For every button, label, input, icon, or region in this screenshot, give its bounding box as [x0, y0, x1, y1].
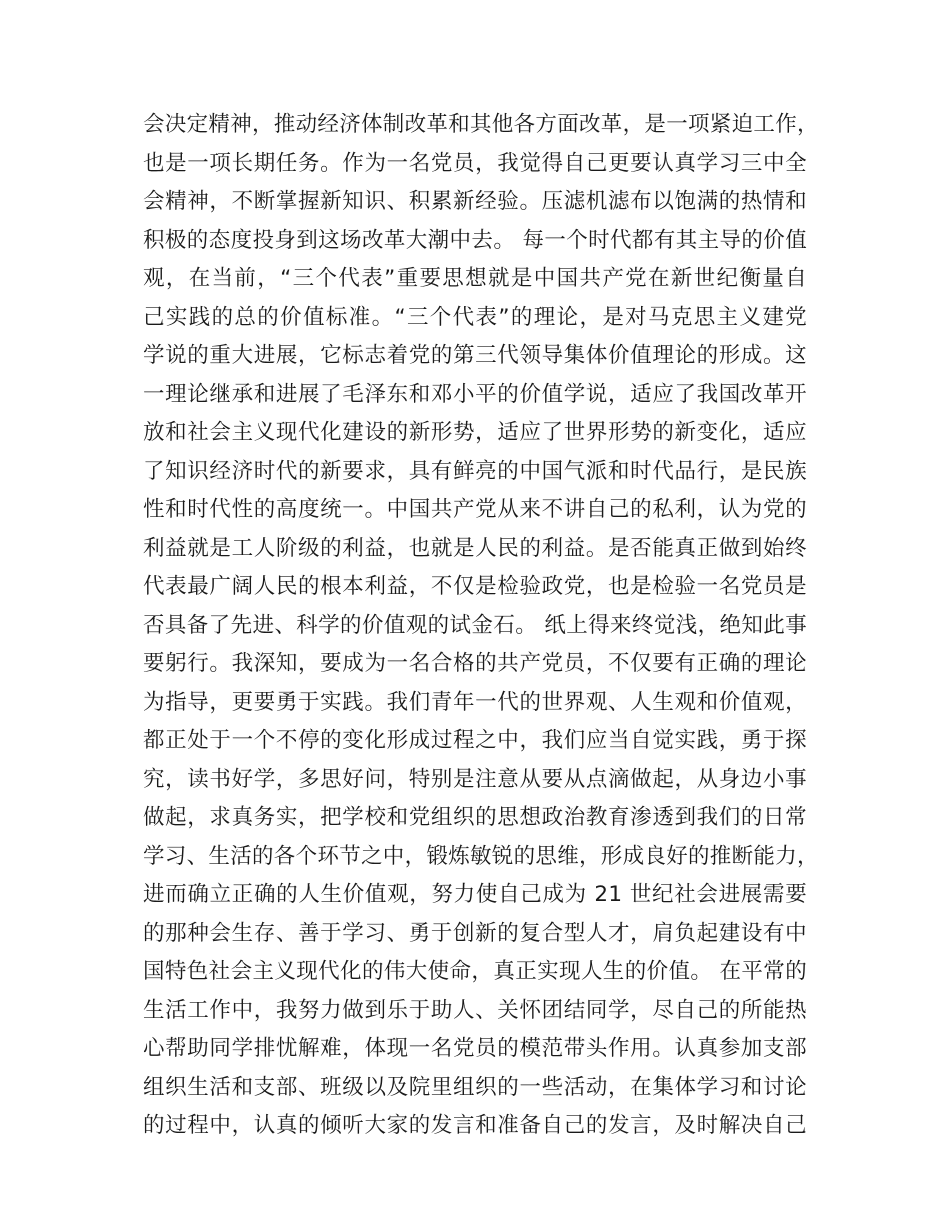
- body-paragraph: [143, 106, 819, 1146]
- text-line: 国特色社会主义现代化的伟大使命，真正实现人生的价值。 在平常的: [143, 959, 807, 984]
- text-line: 的那种会生存、善于学习、勇于创新的复合型人才，肩负起建设有中: [143, 920, 807, 946]
- text-line: 积极的态度投身到这场改革大潮中去。 每一个时代都有其主导的价值: [143, 227, 807, 253]
- text-line: 组织生活和支部、班级以及院里组织的一些活动，在集体学习和讨论: [143, 1074, 807, 1100]
- text-line: 生活工作中，我努力做到乐于助人、关怀团结同学，尽自己的所能热: [143, 997, 807, 1023]
- text-line: 放和社会主义现代化建设的新形势，适应了世界形势的新变化，适应: [143, 420, 807, 445]
- text-line: 己实践的总的价值标准。“三个代表”的理论，是对马克思主义建党: [143, 304, 807, 330]
- text-line: 观，在当前，“三个代表”重要思想就是中国共产党在新世纪衡量自: [143, 266, 807, 291]
- text-line: 了知识经济时代的新要求，具有鲜亮的中国气派和时代品行，是民族: [143, 458, 807, 484]
- text-line: 会决定精神，推动经济体制改革和其他各方面改革，是一项紧迫工作，: [143, 112, 819, 137]
- text-line: 进而确立正确的人生价值观，努力使自己成为 21 世纪社会进展需要: [143, 882, 807, 907]
- text-line: 会精神，不断掌握新知识、积累新经验。压滤机滤布以饱满的热情和: [143, 189, 807, 214]
- text-line: 究，读书好学，多思好问，特别是注意从要从点滴做起，从身边小事: [143, 766, 807, 792]
- text-line: 学说的重大进展，它标志着党的第三代领导集体价值理论的形成。这: [143, 343, 807, 368]
- text-line: 要躬行。我深知，要成为一名合格的共产党员，不仅要有正确的理论: [143, 651, 807, 676]
- text-line: 性和时代性的高度统一。中国共产党从来不讲自己的私利，认为党的: [143, 497, 807, 522]
- text-line: 学习、生活的各个环节之中，锻炼敏锐的思维，形成良好的推断能力，: [143, 843, 819, 869]
- text-line: 否具备了先进、科学的价值观的试金石。 纸上得来终觉浅，绝知此事: [143, 612, 807, 638]
- text-line: 心帮助同学排忧解难，体现一名党员的模范带头作用。认真参加支部: [143, 1036, 807, 1061]
- text-line: 代表最广阔人民的根本利益，不仅是检验政党，也是检验一名党员是: [143, 574, 807, 599]
- text-line: 利益就是工人阶级的利益，也就是人民的利益。是否能真正做到始终: [143, 535, 807, 561]
- text-line: 为指导，更要勇于实践。我们青年一代的世界观、人生观和价值观，: [143, 689, 807, 715]
- text-line: 都正处于一个不停的变化形成过程之中，我们应当自觉实践，勇于探: [143, 728, 807, 753]
- text-line: 一理论继承和进展了毛泽东和邓小平的价值学说，适应了我国改革开: [143, 381, 807, 407]
- text-line: 的过程中，认真的倾听大家的发言和准备自己的发言，及时解决自己: [143, 1113, 807, 1138]
- text-line: 做起，求真务实，把学校和党组织的思想政治教育渗透到我们的日常: [143, 805, 807, 830]
- text-line: 也是一项长期任务。作为一名党员，我觉得自己更要认真学习三中全: [143, 150, 807, 176]
